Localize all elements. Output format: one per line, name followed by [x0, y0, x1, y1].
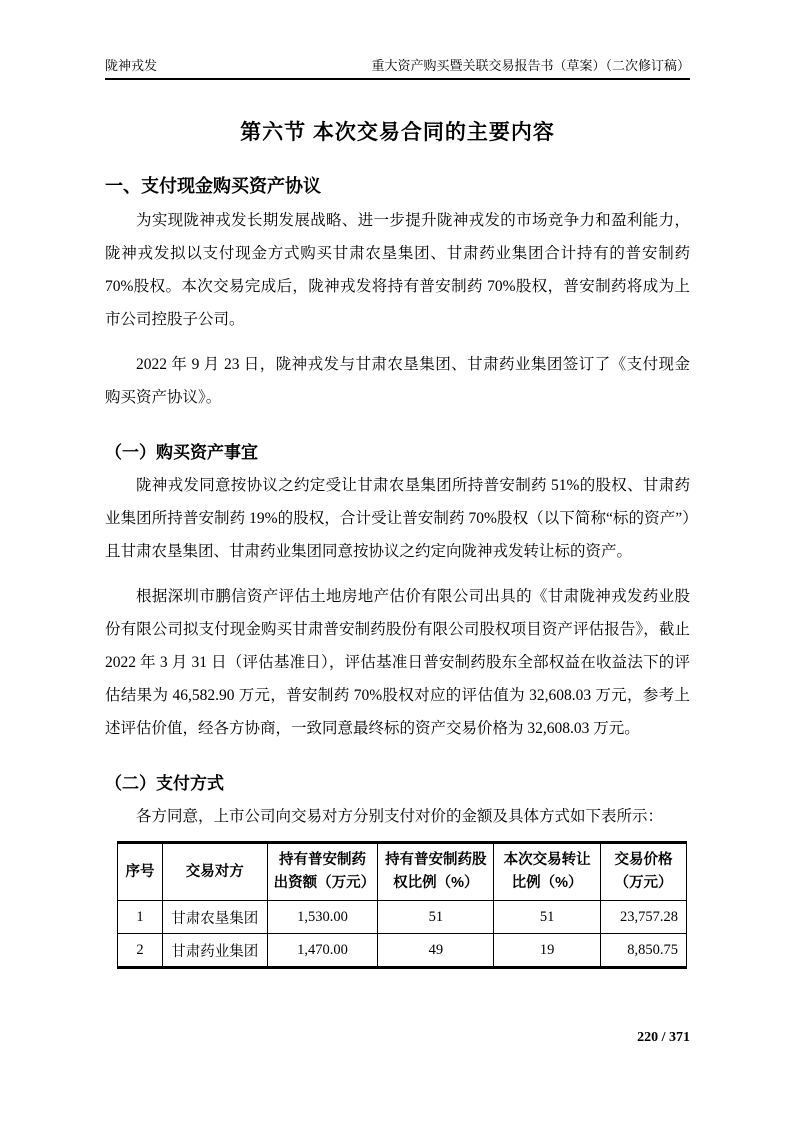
- col-header-capital: 持有普安制药出资额（万元）: [267, 843, 378, 901]
- subsection-heading-payment: （二）支付方式: [105, 774, 224, 793]
- cell-price: 8,850.75: [601, 934, 687, 968]
- paragraph-valuation: 根据深圳市鹏信资产评估土地房地产估价有限公司出具的《甘肃陇神戎发药业股份有限公司拟支付现金购买甘肃普安制药股份有限公司股权项目资产评估报告》，截止 2022 年 3 月 31 日（评估基准日），评估基准日普安制药股东全部权益在收益法下的评估结果为 46,582.90 万元，普安制药 70%股权对应的评估值为 32,608.03 万元，参考上述评估价值，经各方协商，一致同意最终标的资产交易价格为 32,608.03 万元。: [105, 588, 690, 737]
- paragraph-transfer-terms: 陇神戎发同意按协议之约定受让甘肃农垦集团所持普安制药 51%的股权、甘肃药业集团所持普安制药 19%的股权，合计受让普安制药 70%股权（以下简称“标的资产”）且甘肃农垦集团、甘肃药业集团同意按协议之约定向陇神戎发转让标的资产。: [105, 477, 690, 560]
- subsection-heading-purchase: （一）购买资产事宜: [105, 443, 258, 462]
- cell-capital: 1,530.00: [267, 901, 378, 934]
- cell-counterparty: 甘肃药业集团: [162, 934, 267, 968]
- cell-counterparty: 甘肃农垦集团: [162, 901, 267, 934]
- cell-transfer-ratio: 19: [494, 934, 601, 968]
- table-row: [118, 934, 687, 968]
- paragraph-payment-intro: 各方同意，上市公司向交易对方分别支付对价的金额及具体方式如下表所示：: [136, 808, 664, 825]
- cell-price: 23,757.28: [601, 901, 687, 934]
- section-heading-agreement: 一、支付现金购买资产协议: [105, 176, 321, 196]
- payment-details-table: [117, 841, 687, 969]
- cell-index: 2: [118, 934, 163, 968]
- paragraph-strategy: 为实现陇神戎发长期发展战略、进一步提升陇神戎发的市场竞争力和盈利能力，陇神戎发拟以支付现金方式购买甘肃农垦集团、甘肃药业集团合计持有的普安制药 70%股权。本次交易完成后，陇神戎发将持有普安制药 70%股权，普安制药将成为上市公司控股子公司。: [105, 212, 690, 328]
- cell-transfer-ratio: 51: [494, 901, 601, 934]
- cell-capital: 1,470.00: [267, 934, 378, 968]
- header-report-title: 重大资产购买暨关联交易报告书（草案）（二次修订稿）: [371, 58, 690, 73]
- col-header-equity-ratio: 持有普安制药股权比例（%）: [378, 843, 494, 901]
- cell-index: 1: [118, 901, 163, 934]
- header-company-name: 陇神戎发: [105, 58, 158, 73]
- cell-equity-ratio: 51: [378, 901, 494, 934]
- table-row: [118, 901, 687, 934]
- col-header-transfer-ratio: 本次交易转让比例（%）: [494, 843, 601, 901]
- page-number: 220 / 371: [637, 1030, 690, 1045]
- page-header: [105, 0, 690, 80]
- col-header-counterparty: 交易对方: [162, 843, 267, 901]
- table-header-row: [118, 843, 687, 901]
- paragraph-signing-date: 2022 年 9 月 23 日，陇神戎发与甘肃农垦集团、甘肃药业集团签订了《支付现金购买资产协议》。: [105, 356, 690, 406]
- col-header-index: 序号: [118, 843, 163, 901]
- chapter-title: 第六节 本次交易合同的主要内容: [240, 121, 555, 144]
- cell-equity-ratio: 49: [378, 934, 494, 968]
- col-header-price: 交易价格（万元）: [601, 843, 687, 901]
